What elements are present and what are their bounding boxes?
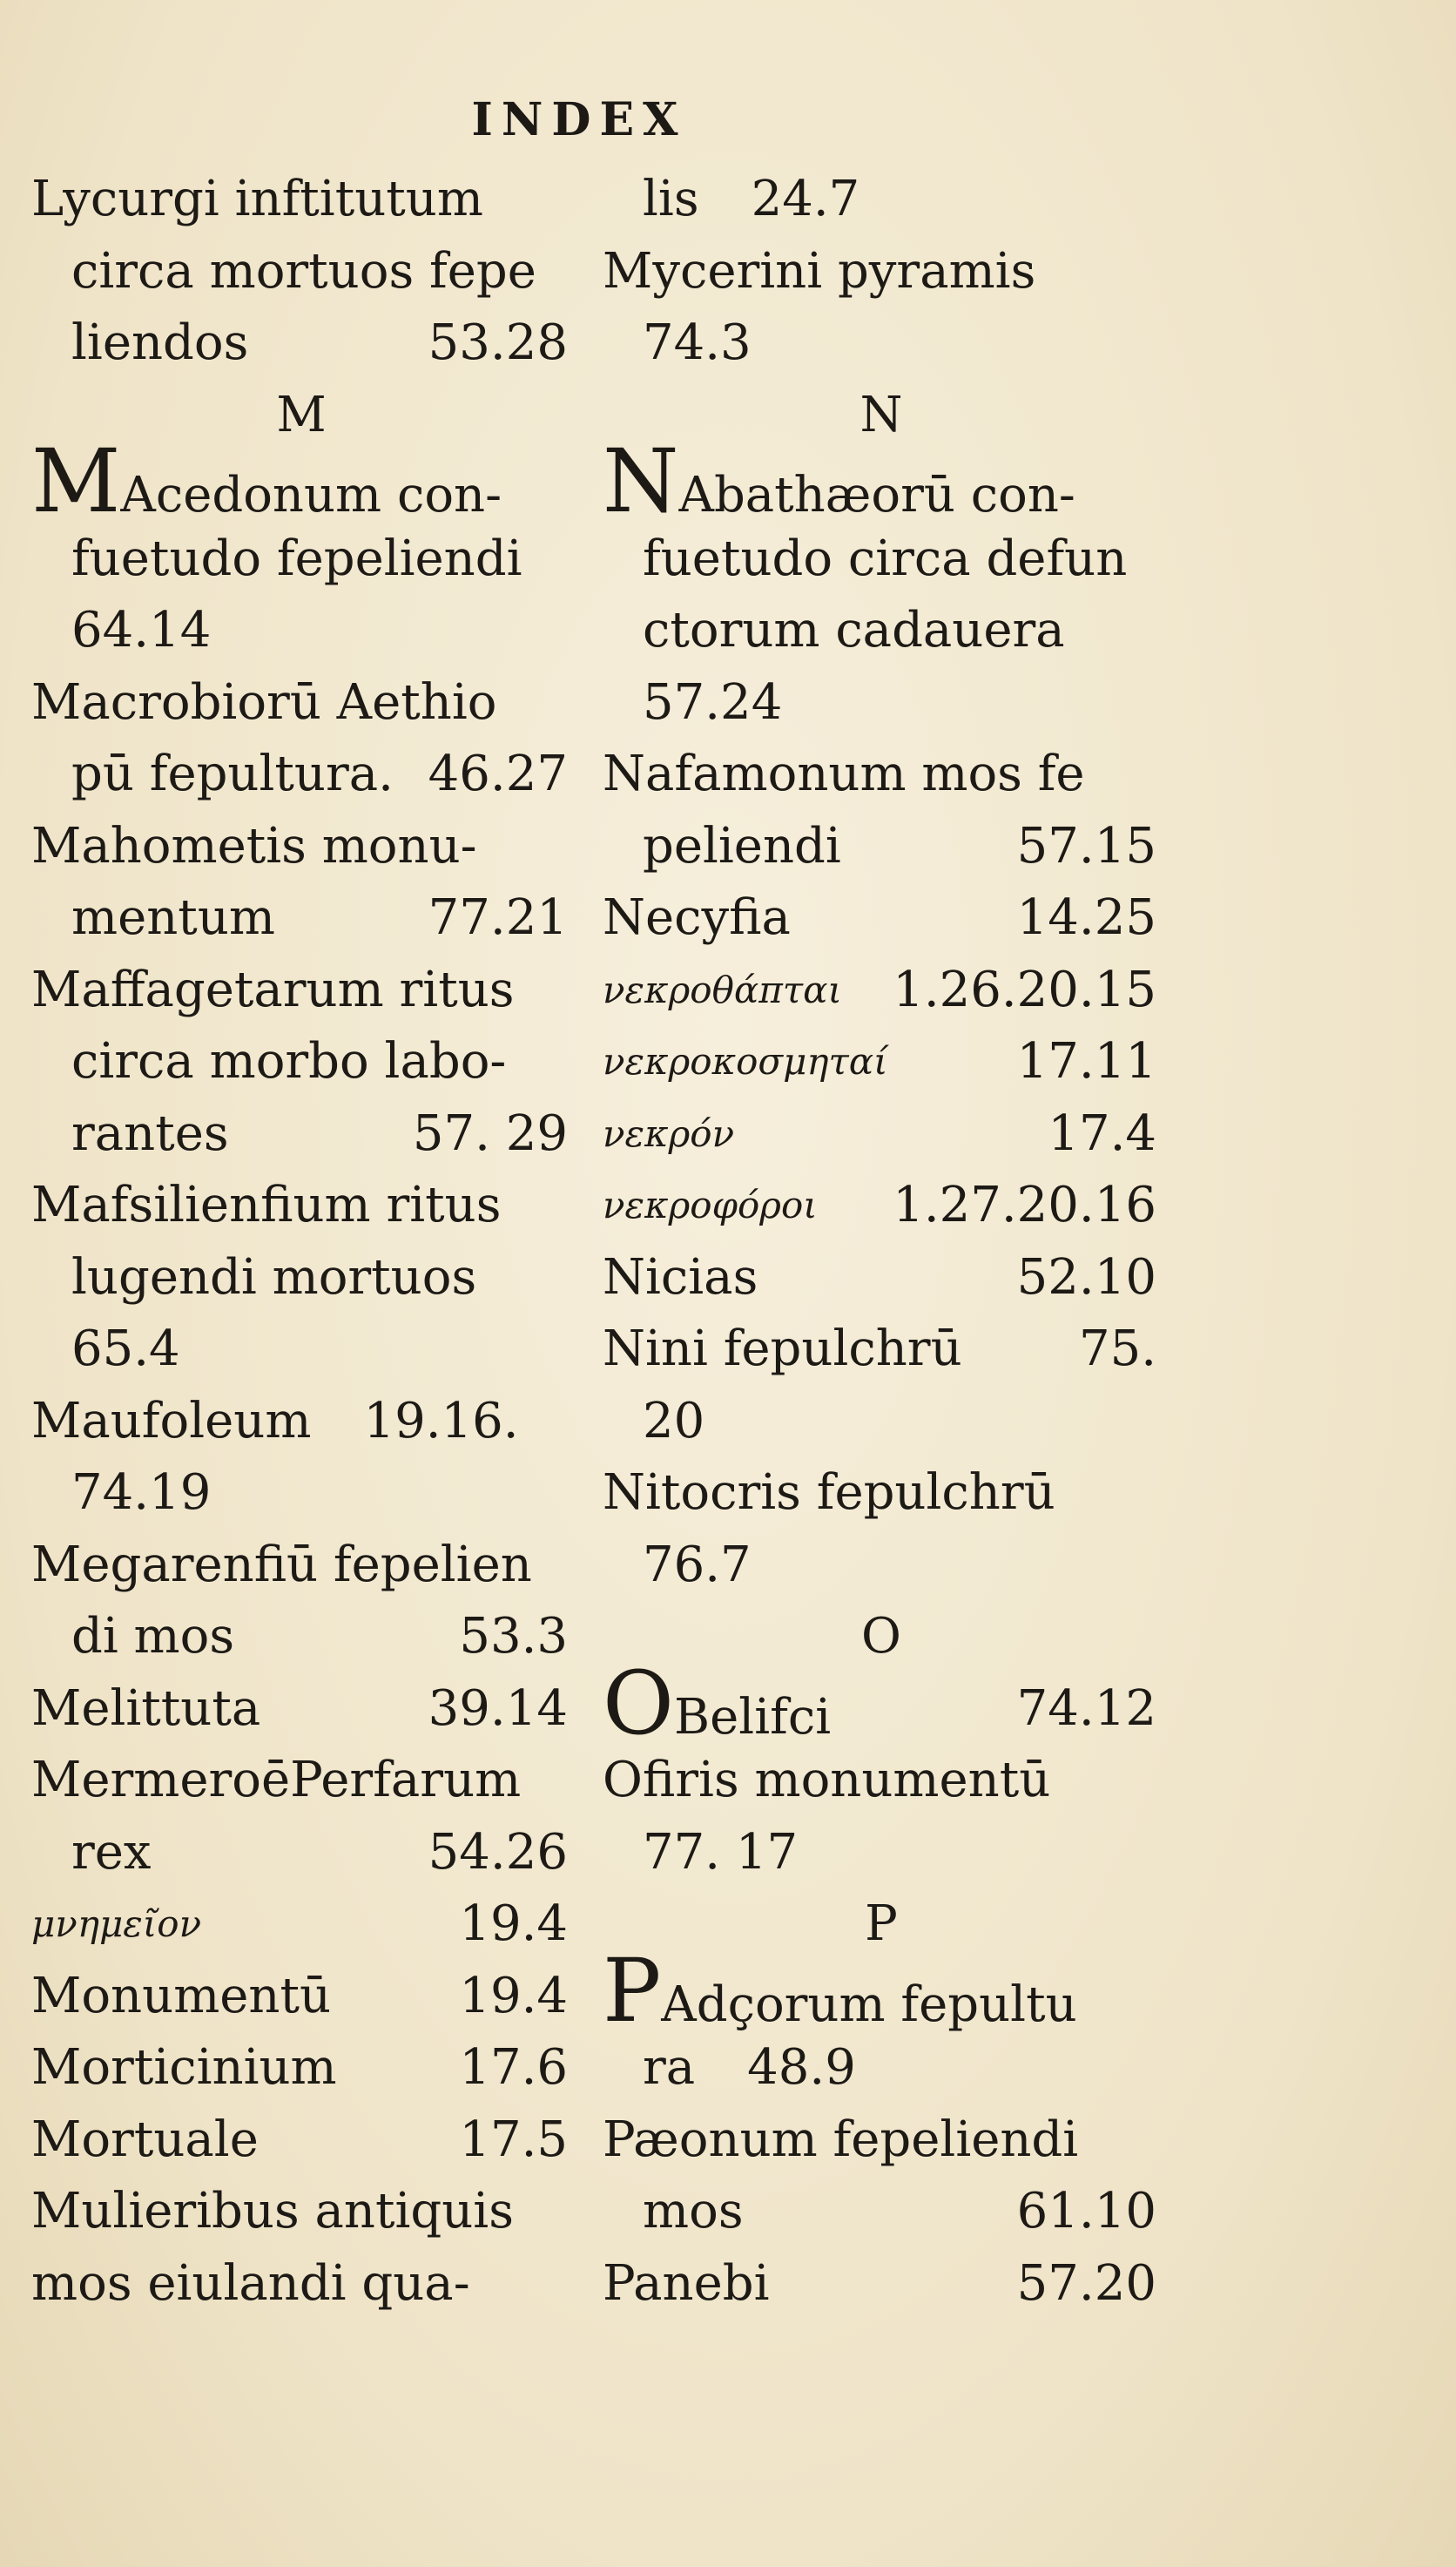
entry-text: fuetudo circa defun — [643, 530, 1128, 587]
index-entry — [603, 236, 1160, 308]
entry-text: rex — [71, 1823, 152, 1881]
entry-text: Abathæorū con- — [678, 467, 1075, 524]
entry-text: M — [276, 386, 327, 443]
page-reference: 24.7 — [751, 171, 860, 227]
index-entry — [603, 2248, 1160, 2320]
index-entry — [31, 882, 571, 955]
index-entry — [603, 2176, 1160, 2248]
index-entry — [31, 1170, 571, 1242]
entry-text: Melittuta — [31, 1679, 261, 1737]
page-reference: 46.27 — [428, 746, 568, 802]
entry-text: Mortuale — [31, 2111, 259, 2168]
index-entry — [603, 1170, 1160, 1242]
index-entry — [603, 307, 1160, 380]
entry-text: νεκρόν — [603, 1111, 735, 1155]
entry-text: μνημεῖον — [31, 1902, 202, 1945]
page-reference: 19.4 — [459, 1967, 568, 2024]
drop-initial: M — [31, 430, 121, 532]
entry-text: P — [865, 1895, 898, 1952]
entry-text: Mafsilienfium ritus — [31, 1177, 502, 1233]
page-reference: 48.9 — [747, 2039, 856, 2096]
index-entry — [31, 236, 571, 308]
index-entry — [603, 1098, 1160, 1171]
index-entry — [31, 1242, 571, 1314]
entry-text: rantes — [71, 1104, 229, 1162]
entry-text: νεκροκοσμηταί — [603, 1040, 888, 1083]
entry-text: lugendi mortuos — [71, 1248, 477, 1306]
entry-text: Monumentū — [31, 1967, 332, 2024]
entry-text: fuetudo fepeliendi — [71, 530, 522, 587]
entry-text: 77. 17 — [643, 1823, 799, 1881]
index-entry — [603, 595, 1160, 667]
entry-text: mentum — [71, 889, 275, 946]
entry-text: 76.7 — [643, 1536, 752, 1593]
entry-text: Acedonum con- — [120, 467, 502, 524]
entry-text: 65.4 — [71, 1321, 180, 1377]
page-reference: 39.14 — [428, 1679, 568, 1737]
letter-heading — [603, 1601, 1160, 1673]
index-entry — [603, 2032, 1160, 2104]
entry-text: O — [861, 1608, 901, 1665]
entry-text: Pæonum fepeliendi — [603, 2111, 1079, 2168]
index-entry — [31, 2176, 571, 2248]
entry-text: ctorum cadauera — [643, 602, 1065, 659]
index-entry — [603, 1457, 1160, 1530]
entry-text: Nitocris fepulchrū — [603, 1464, 1055, 1521]
page-reference: 1.26.20.15 — [893, 961, 1156, 1018]
entry-text: Ofiris monumentū — [603, 1752, 1051, 1808]
index-entry — [31, 811, 571, 883]
index-entry — [603, 1026, 1160, 1098]
letter-heading — [603, 380, 1160, 452]
entry-text: mos — [643, 2183, 744, 2239]
drop-initial: N — [603, 430, 679, 532]
page-reference: 17.4 — [1048, 1104, 1156, 1162]
entry-text: N — [859, 386, 903, 443]
index-entry — [31, 1314, 571, 1386]
entry-text: Nicias — [603, 1248, 758, 1306]
entry-text: Mahometis monu- — [31, 817, 477, 875]
entry-text: Lycurgi inftitutum — [31, 171, 483, 227]
index-entry — [31, 2248, 571, 2320]
page-reference: 52.10 — [1016, 1248, 1156, 1306]
page-reference: 57.15 — [1016, 817, 1156, 875]
entry-text: Morticinium — [31, 2039, 337, 2096]
index-entry — [603, 1242, 1160, 1314]
index-entry — [603, 1817, 1160, 1889]
index-entry — [603, 1939, 1160, 2042]
page-reference: 53.28 — [428, 314, 568, 371]
index-entry — [603, 882, 1160, 955]
index-entry — [31, 430, 571, 532]
index-entry — [31, 595, 571, 667]
index-entry — [603, 164, 1160, 236]
entry-text: 20 — [643, 1392, 705, 1449]
index-column-left — [31, 164, 571, 2320]
page-reference: 19.4 — [459, 1895, 568, 1952]
index-entry — [31, 1098, 571, 1171]
entry-text: 64.14 — [71, 602, 212, 659]
entry-text: di mos — [71, 1608, 235, 1665]
index-entry — [31, 1026, 571, 1098]
entry-text: peliendi — [643, 817, 841, 875]
page-reference: 61.10 — [1016, 2183, 1156, 2239]
index-entry — [31, 1817, 571, 1889]
entry-text: Mycerini pyramis — [603, 242, 1036, 300]
entry-text: Macrobiorū Aethio — [31, 673, 497, 731]
entry-text: 74.3 — [643, 314, 752, 371]
page-reference: 57.20 — [1016, 2254, 1156, 2312]
index-entry — [31, 2032, 571, 2104]
index-entry — [31, 307, 571, 380]
index-entry — [603, 2104, 1160, 2177]
page-reference: 1.27.20.16 — [893, 1177, 1156, 1233]
index-entry — [31, 739, 571, 811]
page-reference: 77.21 — [428, 889, 568, 946]
entry-text: Megarenfiū fepelien — [31, 1536, 532, 1593]
drop-initial: P — [603, 1939, 662, 2042]
page-reference: 17.5 — [459, 2111, 568, 2168]
index-entry — [603, 955, 1160, 1027]
index-entry — [603, 1530, 1160, 1602]
entry-text: circa mortuos fepe — [71, 242, 536, 300]
entry-text: Panebi — [603, 2254, 770, 2312]
entry-text: MermeroēPerfarum — [31, 1752, 522, 1808]
page-reference: 19.16. — [363, 1392, 519, 1449]
index-entry — [31, 164, 571, 236]
index-entry — [31, 1530, 571, 1602]
index-entry — [31, 1888, 571, 1961]
page-reference: 75. — [1078, 1321, 1156, 1377]
entry-text: circa morbo labo- — [71, 1033, 507, 1090]
index-entry — [31, 2104, 571, 2177]
entry-text: mos eiulandi qua- — [31, 2254, 470, 2312]
page-reference: 54.26 — [428, 1823, 568, 1881]
running-head: INDEX — [471, 93, 687, 146]
index-entry — [603, 1314, 1160, 1386]
index-entry — [603, 811, 1160, 883]
index-entry — [31, 1601, 571, 1673]
index-entry — [31, 1745, 571, 1817]
index-entry — [31, 1673, 571, 1746]
entry-text: 57.24 — [643, 673, 783, 731]
index-entry — [603, 1745, 1160, 1817]
entry-text: lis — [643, 171, 699, 227]
index-entry — [603, 524, 1160, 596]
page-reference: 17.6 — [459, 2039, 568, 2096]
index-entry — [31, 667, 571, 740]
entry-text: νεκροφόροι — [603, 1184, 818, 1226]
entry-text: 74.19 — [71, 1464, 212, 1521]
entry-text: Nini fepulchrū — [603, 1321, 962, 1377]
entry-text: Maffagetarum ritus — [31, 961, 515, 1018]
entry-text: pū fepultura. — [71, 746, 394, 802]
index-entry — [603, 1386, 1160, 1458]
page-reference: 53.3 — [459, 1608, 568, 1665]
index-entry — [31, 524, 571, 596]
index-entry — [31, 1961, 571, 2033]
page-reference: 74.12 — [1016, 1679, 1156, 1737]
entry-text: ra — [643, 2039, 696, 2096]
drop-initial: O — [603, 1652, 674, 1754]
index-entry — [603, 667, 1160, 740]
entry-text: Adçorum fepultu — [661, 1976, 1077, 2033]
entry-text: Necyfia — [603, 889, 791, 946]
index-column-right — [603, 164, 1160, 2320]
page-reference: 14.25 — [1016, 889, 1156, 946]
index-entry — [31, 1457, 571, 1530]
index-entry — [603, 739, 1160, 811]
page-reference: 17.11 — [1016, 1033, 1156, 1090]
index-entry — [603, 430, 1160, 532]
entry-text: Nafamonum mos fe — [603, 746, 1085, 802]
index-entry — [603, 1652, 1160, 1754]
entry-text: Mulieribus antiquis — [31, 2183, 514, 2239]
entry-text: liendos — [71, 314, 249, 371]
entry-text: νεκροθάπται — [603, 968, 842, 1011]
entry-text: Belifci — [673, 1688, 832, 1746]
entry-text: Maufoleum — [31, 1392, 312, 1449]
index-entry — [31, 1386, 571, 1458]
page-reference: 57. 29 — [412, 1104, 568, 1162]
index-entry — [31, 955, 571, 1027]
letter-heading — [603, 1888, 1160, 1961]
